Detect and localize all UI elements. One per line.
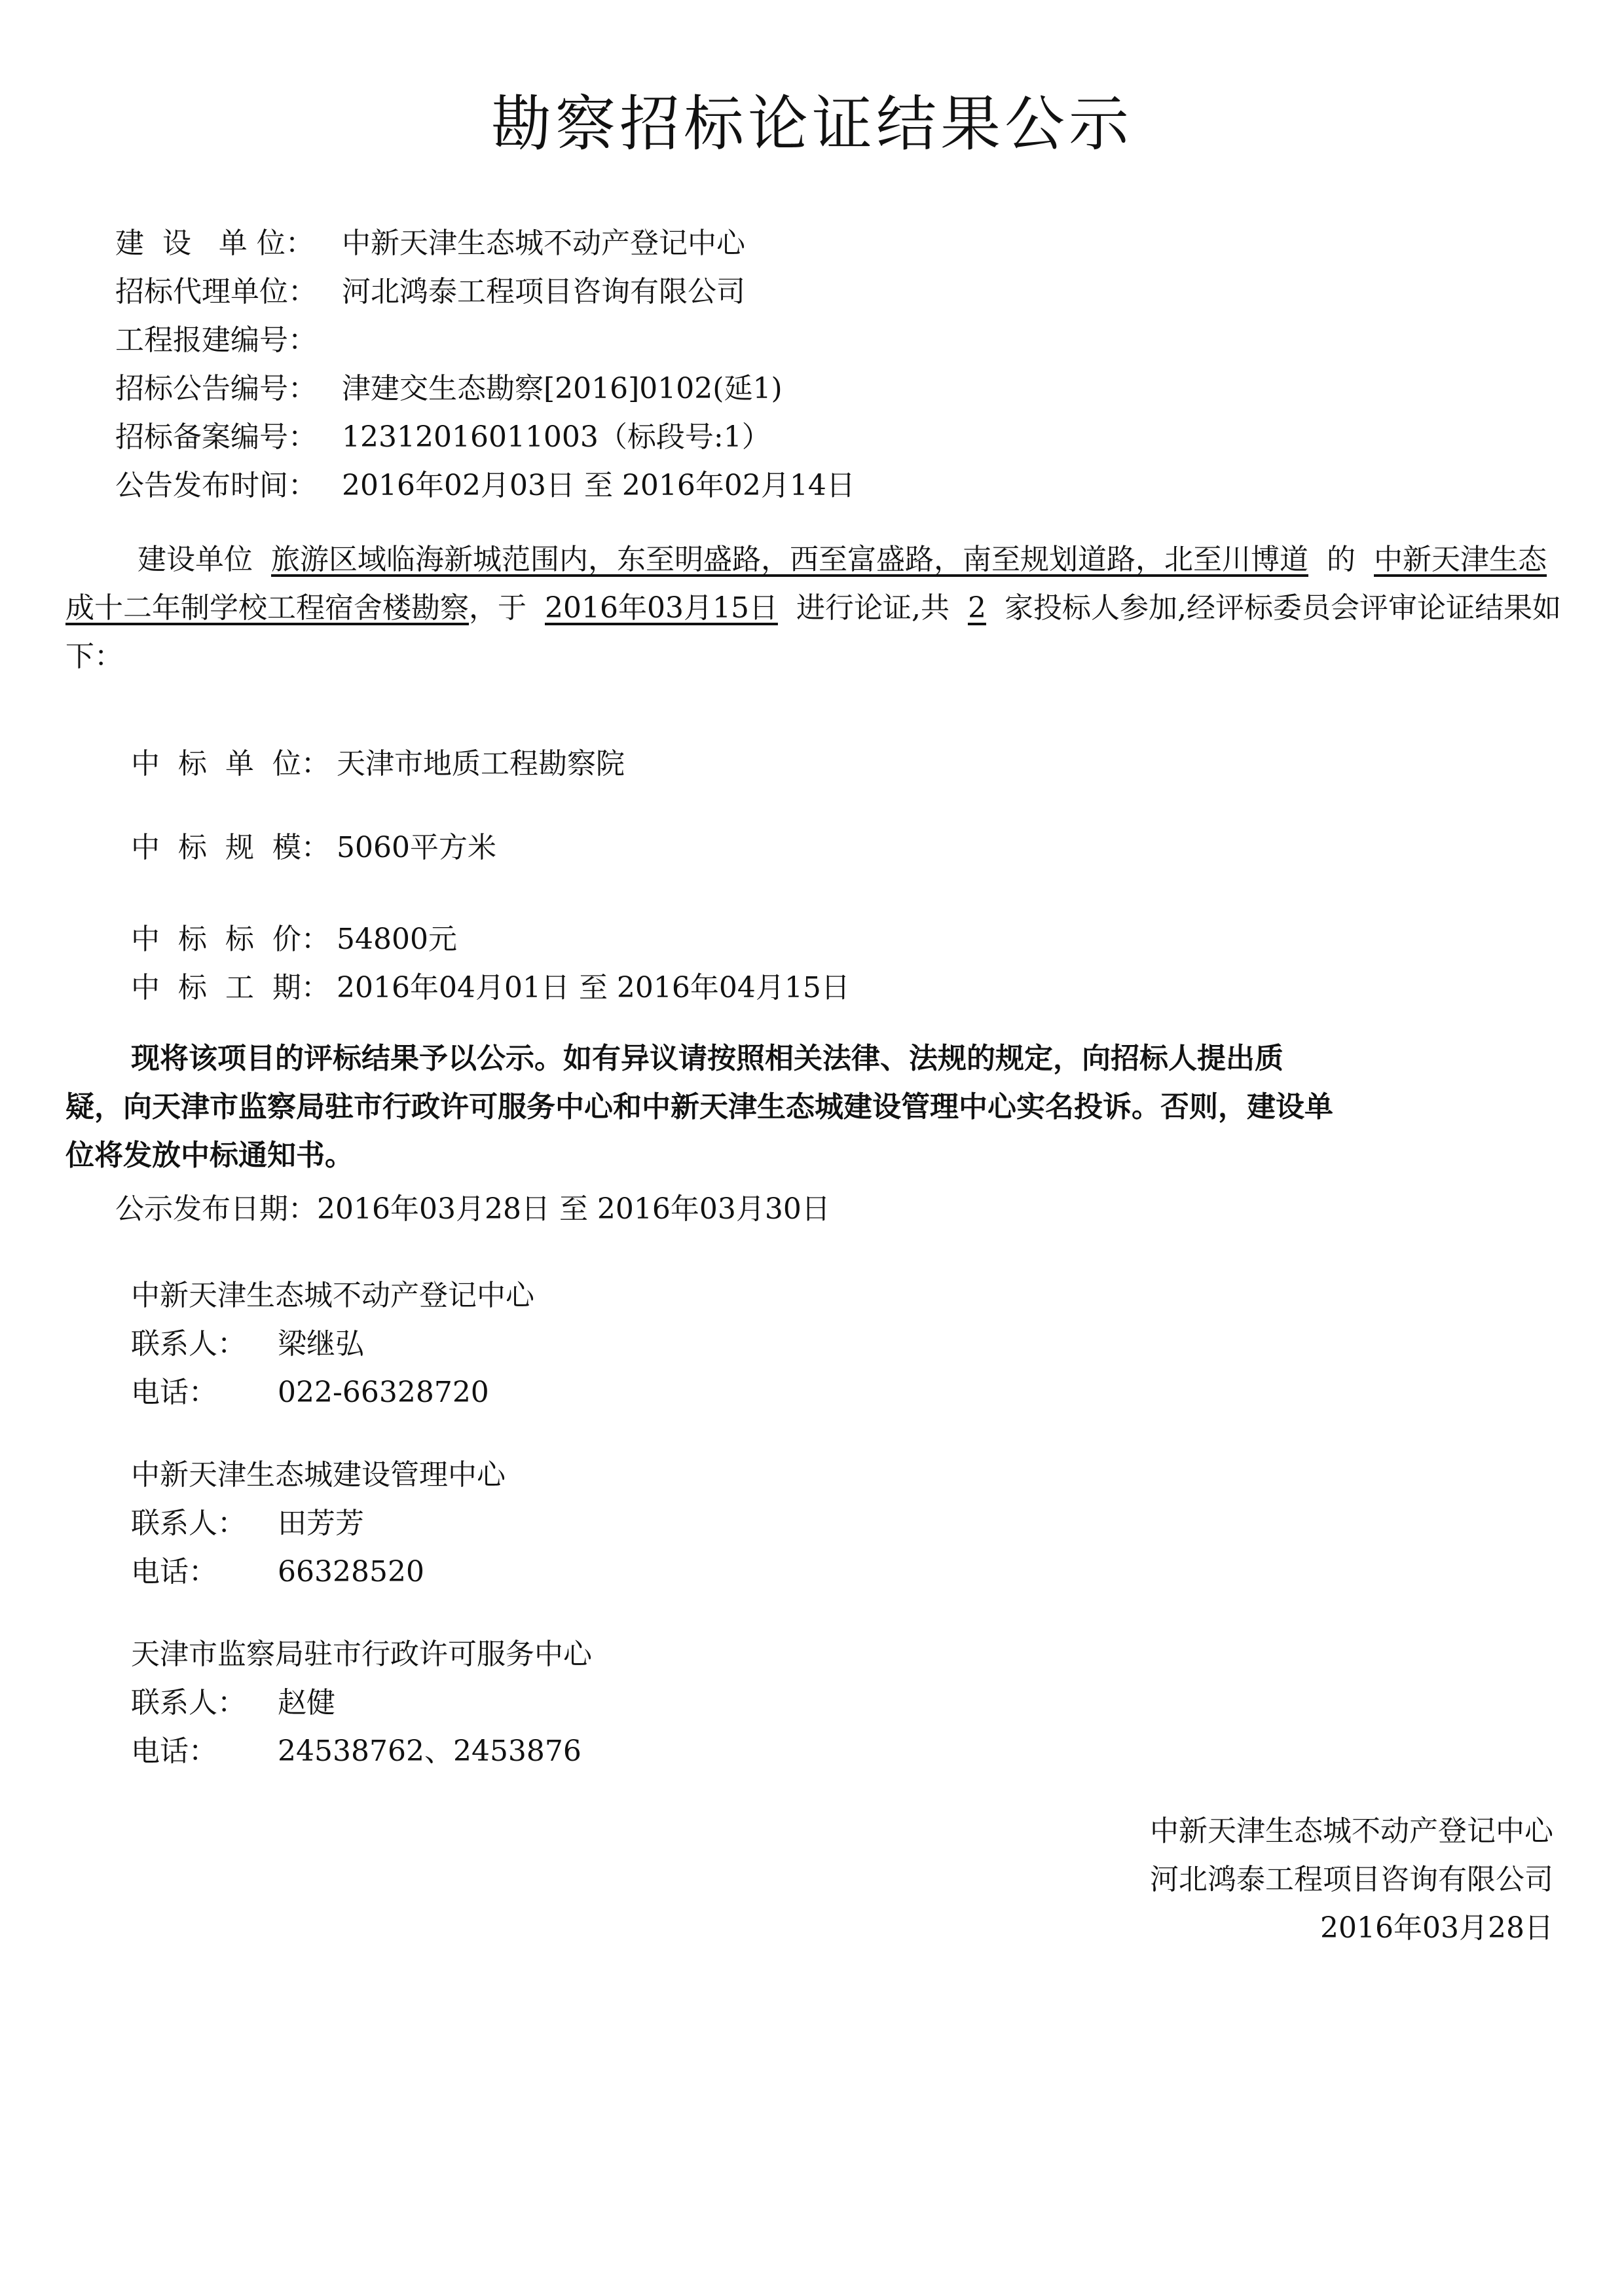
contact-phone-row: 电话： 66328520	[131, 1555, 424, 1588]
result-label: 中 标 标 价：	[131, 923, 330, 956]
intro-date: 2016年03月15日	[545, 591, 778, 625]
contact-block-supervision	[131, 1630, 592, 1776]
result-period	[131, 964, 850, 1012]
info-value: 2016年02月03日 至 2016年02月14日	[342, 469, 855, 502]
contact-person: 田芳芳	[278, 1507, 364, 1540]
result-value: 2016年04月01日 至 2016年04月15日	[337, 971, 850, 1004]
signature-date: 2016年03月28日	[1320, 1911, 1553, 1945]
info-label: 工程报建编号：	[115, 323, 317, 357]
contact-org: 天津市监察局驻市行政许可服务中心	[131, 1638, 592, 1671]
contact-block-registration	[131, 1272, 534, 1417]
signature-org: 中新天津生态城不动产登记中心	[1150, 1814, 1553, 1848]
info-value: 12312016011003（标段号:1）	[342, 420, 771, 454]
contact-person: 赵健	[278, 1686, 335, 1719]
project-info	[115, 219, 855, 510]
publish-date: 公示发布日期：2016年03月28日 至 2016年03月30日	[115, 1192, 830, 1226]
result-price	[131, 915, 457, 964]
info-row-announcement-time	[115, 462, 855, 510]
contact-person-row: 联系人： 赵健	[131, 1686, 335, 1719]
intro-location: 旅游区域临海新城范围内，东至明盛路，西至富盛路，南至规划道路，北至川博道	[271, 543, 1308, 576]
contact-phone: 66328520	[278, 1555, 424, 1588]
intro-mid: 进行论证,共	[796, 591, 950, 625]
result-label: 中 标 工 期：	[131, 971, 330, 1004]
contact-phone-row: 电话： 022-66328720	[131, 1376, 489, 1409]
contact-person-row: 联系人： 田芳芳	[131, 1507, 364, 1540]
info-label: 建 设 单 位：	[115, 227, 314, 260]
info-row-filing-number	[115, 413, 855, 462]
info-label: 招标公告编号：	[115, 372, 317, 405]
info-value: 中新天津生态城不动产登记中心	[342, 227, 745, 260]
result-winner	[131, 740, 625, 788]
result-scale	[131, 824, 496, 872]
intro-de: 的	[1327, 543, 1356, 576]
info-label: 招标备案编号：	[115, 420, 317, 454]
contact-org: 中新天津生态城不动产登记中心	[131, 1279, 534, 1312]
notice-line: 位将发放中标通知书。	[65, 1139, 354, 1172]
contact-block-construction	[131, 1451, 506, 1596]
contact-phone: 022-66328720	[278, 1376, 489, 1409]
page-title: 勘察招标论证结果公示	[490, 89, 1133, 159]
intro-project: 中新天津生态成十二年制学校工程宿舍楼勘察	[65, 543, 1547, 625]
notice-paragraph	[65, 1035, 1493, 1180]
info-row-project-number	[115, 316, 855, 365]
contact-phone-row: 电话： 24538762、2453876	[131, 1735, 581, 1768]
contact-person-row: 联系人： 梁继弘	[131, 1327, 364, 1361]
intro-prefix: 建设单位	[138, 543, 253, 576]
signature-org: 河北鸿泰工程项目咨询有限公司	[1150, 1863, 1553, 1896]
result-label: 中 标 规 模：	[131, 831, 330, 864]
result-value: 5060平方米	[337, 831, 496, 864]
contact-phone: 24538762、2453876	[278, 1735, 581, 1768]
contact-org: 中新天津生态城建设管理中心	[131, 1458, 506, 1492]
info-value: 河北鸿泰工程项目咨询有限公司	[342, 275, 745, 308]
intro-suffix: 家投标人参加,经评标委员会评审论证结果如下：	[65, 591, 1561, 673]
result-value: 天津市地质工程勘察院	[337, 747, 625, 780]
intro-paragraph	[65, 536, 1565, 681]
result-value: 54800元	[337, 923, 457, 956]
notice-line: 疑，向天津市监察局驻市行政许可服务中心和中新天津生态城建设管理中心实名投诉。否则，建设单	[65, 1090, 1333, 1124]
info-row-agent	[115, 268, 855, 316]
signature-block	[1150, 1807, 1553, 1953]
info-row-announcement-number	[115, 365, 855, 413]
info-label: 公告发布时间：	[115, 469, 317, 502]
result-label: 中 标 单 位：	[131, 747, 330, 780]
contact-person: 梁继弘	[278, 1327, 364, 1361]
intro-yu: ，于	[469, 591, 526, 625]
info-row-builder	[115, 219, 855, 268]
info-value: 津建交生态勘察[2016]0102(延1)	[342, 372, 783, 405]
notice-line: 现将该项目的评标结果予以公示。如有异议请按照相关法律、法规的规定，向招标人提出质	[131, 1042, 1283, 1075]
info-label: 招标代理单位：	[115, 275, 317, 308]
intro-count: 2	[967, 591, 986, 625]
